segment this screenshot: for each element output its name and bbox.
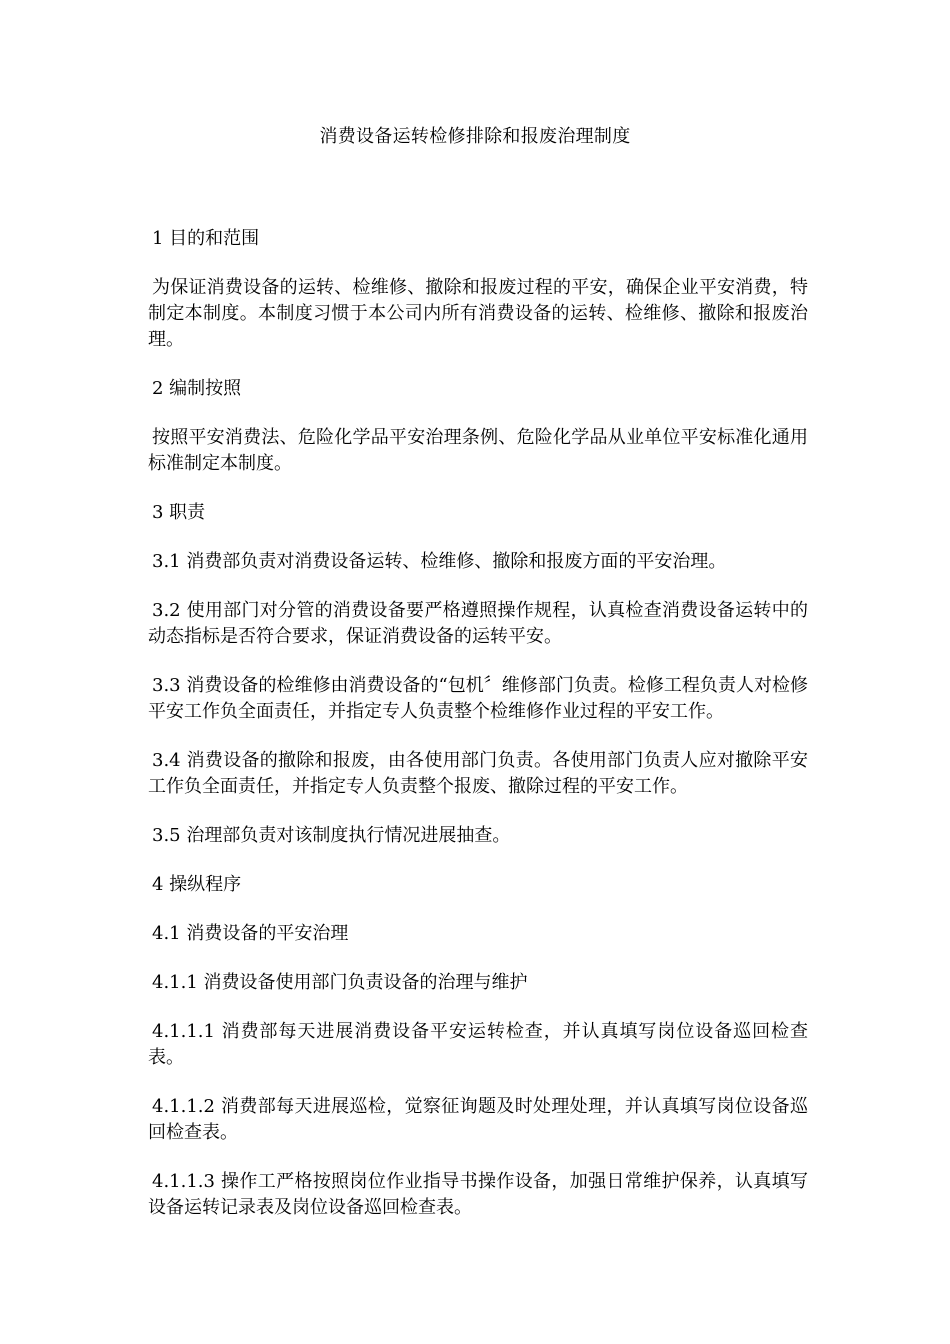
paragraph: 3.5 治理部负责对该制度执行情况进展抽查。 xyxy=(152,825,511,846)
subsection-heading: 4.1.1 消费设备使用部门负责设备的治理与维护 xyxy=(152,972,528,993)
paragraph: 3.4 消费设备的撤除和报废，由各使用部门负责。各使用部门负责人应对撤除平安工作负全面责任，并指定专人负责整个报废、撤除过程的平安工作。 xyxy=(148,750,808,797)
paragraph: 4.1.1.3 操作工严格按照岗位作业指导书操作设备，加强日常维护保养，认真填写设备运转记录表及岗位设备巡回检查表。 xyxy=(148,1171,808,1218)
paragraph: 4.1.1.2 消费部每天进展巡检，觉察征询题及时处理处理，并认真填写岗位设备巡回检查表。 xyxy=(148,1096,808,1143)
section-heading: 4 操纵程序 xyxy=(152,874,242,895)
subsection-heading: 4.1 消费设备的平安治理 xyxy=(152,923,349,944)
section-heading: 1 目的和范围 xyxy=(152,228,260,249)
paragraph: 3.3 消费设备的检维修由消费设备的“包机〞维修部门负责。检修工程负责人对检修平安工作负全面责任，并指定专人负责整个检维修作业过程的平安工作。 xyxy=(148,675,808,722)
document-body xyxy=(148,226,808,1244)
document-title: 消费设备运转检修排除和报废治理制度 xyxy=(319,126,631,147)
section-heading: 2 编制按照 xyxy=(152,378,242,399)
paragraph: 3.2 使用部门对分管的消费设备要严格遵照操作规程，认真检查消费设备运转中的动态指标是否符合要求，保证消费设备的运转平安。 xyxy=(148,600,808,647)
paragraph: 按照平安消费法、危险化学品平安治理条例、危险化学品从业单位平安标准化通用标准制定本制度。 xyxy=(148,427,808,474)
paragraph: 3.1 消费部负责对消费设备运转、检维修、撤除和报废方面的平安治理。 xyxy=(152,551,727,572)
paragraph: 为保证消费设备的运转、检维修、撤除和报废过程的平安，确保企业平安消费，特制定本制度。本制度习惯于本公司内所有消费设备的运转、检维修、撤除和报废治理。 xyxy=(148,277,808,350)
paragraph: 4.1.1.1 消费部每天进展消费设备平安运转检查，并认真填写岗位设备巡回检查表。 xyxy=(148,1021,808,1068)
section-heading: 3 职责 xyxy=(152,502,206,523)
